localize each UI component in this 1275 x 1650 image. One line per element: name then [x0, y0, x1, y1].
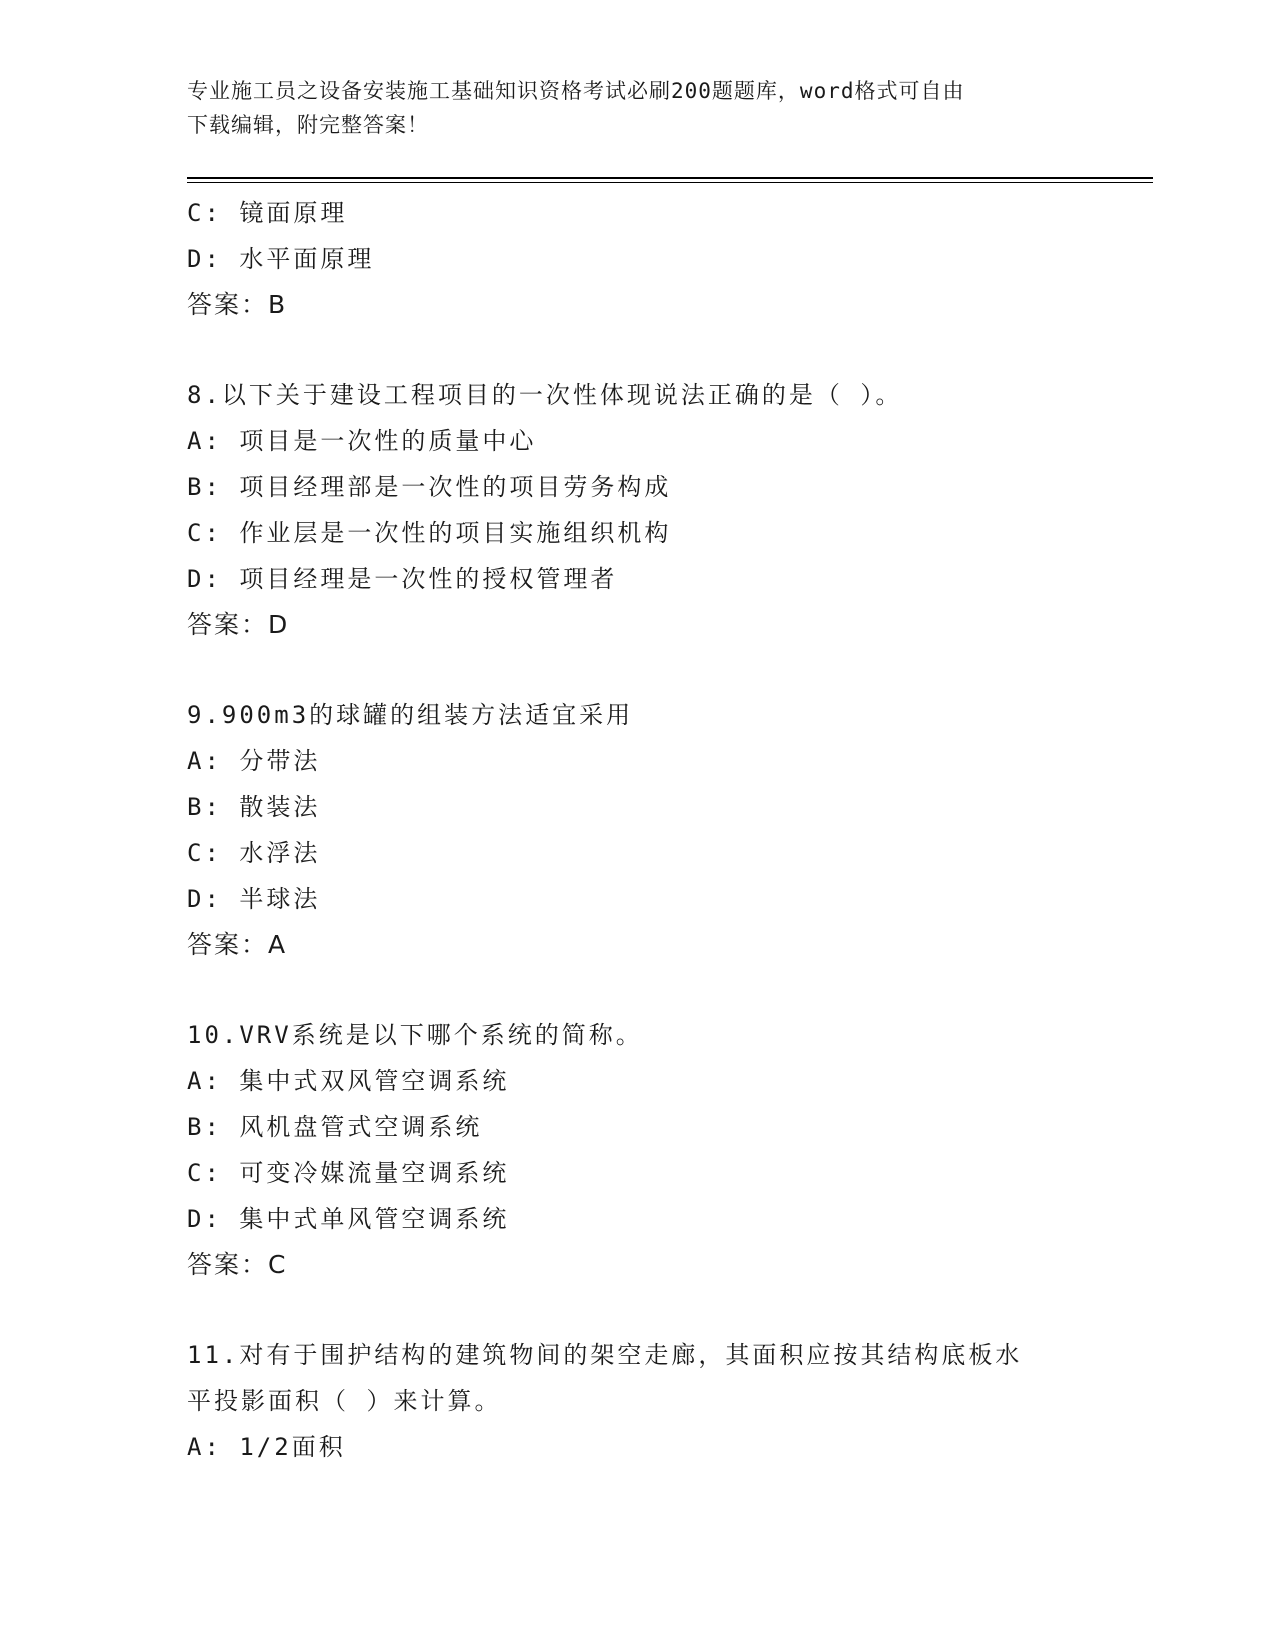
question-list	[187, 190, 1087, 1470]
header-divider-thin	[187, 182, 1153, 183]
option-c: C: 水浮法	[187, 839, 321, 867]
header-divider	[187, 177, 1153, 179]
option-b: B: 散装法	[187, 793, 321, 821]
header-line-2: 下载编辑，附完整答案！	[187, 113, 429, 137]
question-stem: 10.VRV系统是以下哪个系统的简称。	[187, 1021, 643, 1049]
option-c: C: 作业层是一次性的项目实施组织机构	[187, 519, 672, 547]
document-header	[187, 74, 1087, 142]
question-10	[187, 1012, 1087, 1288]
answer-line: 答案：C	[187, 1250, 288, 1279]
question-stem: 8.以下关于建设工程项目的一次性体现说法正确的是（ ）。	[187, 381, 903, 409]
answer-line: 答案：D	[187, 610, 290, 639]
option-b: B: 风机盘管式空调系统	[187, 1113, 483, 1141]
question-8	[187, 372, 1087, 648]
question-11	[187, 1332, 1087, 1470]
question-9	[187, 692, 1087, 968]
option-c: C: 可变冷媒流量空调系统	[187, 1159, 510, 1187]
header-line-1: 专业施工员之设备安装施工基础知识资格考试必刷200题题库，word格式可自由	[187, 79, 965, 103]
question-stem-line-1: 11.对有于围护结构的建筑物间的架空走廊，其面积应按其结构底板水	[187, 1341, 1023, 1369]
option-a: A: 分带法	[187, 747, 321, 775]
option-d: D: 集中式单风管空调系统	[187, 1205, 510, 1233]
option-a: A: 集中式双风管空调系统	[187, 1067, 510, 1095]
option-d: D: 半球法	[187, 885, 321, 913]
option-a: A: 1/2面积	[187, 1433, 346, 1461]
option-d: D: 项目经理是一次性的授权管理者	[187, 565, 618, 593]
answer-line: 答案：A	[187, 930, 288, 959]
question-stem: 9.900m3的球罐的组装方法适宜采用	[187, 701, 634, 729]
option-b: B: 项目经理部是一次性的项目劳务构成	[187, 473, 672, 501]
option-a: A: 项目是一次性的质量中心	[187, 427, 537, 455]
option-c: C: 镜面原理	[187, 199, 348, 227]
answer-line: 答案：B	[187, 290, 288, 319]
question-7-continuation	[187, 190, 1087, 328]
option-d: D: 水平面原理	[187, 245, 375, 273]
question-stem-line-2: 平投影面积（ ）来计算。	[187, 1387, 502, 1415]
